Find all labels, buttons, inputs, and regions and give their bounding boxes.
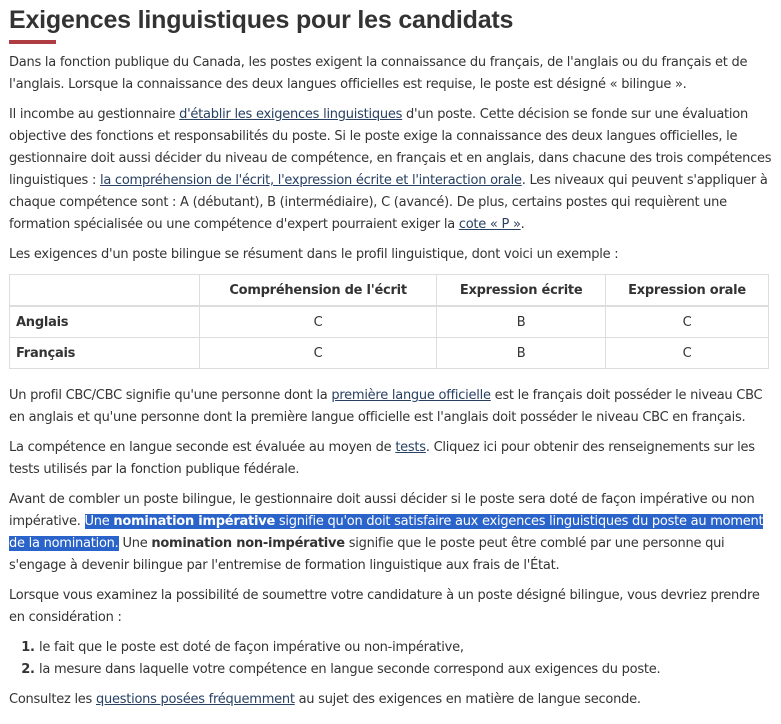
list-item: 1. le fait que le poste est doté de façon impérative ou non-impérative, (39, 637, 772, 659)
text: Avant de combler un poste bilingue, le gestionnaire doit aussi décider si le poste sera doté de façon impérative ou non impérative. (9, 492, 755, 529)
nomination-paragraph (9, 489, 772, 577)
table-header-expression-ecrite: Expression écrite (437, 275, 606, 307)
considerations-list (9, 637, 772, 681)
text: Il incombe au gestionnaire (9, 107, 180, 122)
text: Une (118, 536, 152, 551)
row-label-francais: Français (10, 338, 200, 369)
text: . Cliquez ici pour obtenir des renseignements sur les tests utilisés par la fonction publique fédérale. (9, 440, 755, 477)
manager-paragraph (9, 104, 772, 236)
bold-term-nomination-non-imperative: nomination non-impérative (151, 536, 345, 551)
table-cell: B (437, 306, 606, 338)
table-header-comprehension: Compréhension de l'écrit (200, 275, 437, 307)
table-cell: B (437, 338, 606, 369)
table-header-empty (10, 275, 200, 307)
list-item: 2. la mesure dans laquelle votre compétence en langue seconde correspond aux exigences du poste. (39, 659, 772, 681)
table-row (10, 306, 769, 338)
row-label-anglais: Anglais (10, 306, 200, 338)
text: signifie que le poste peut être comblé par une personne qui s'engage à devenir bilingue par l'entremise de formation linguistique aux frais de l'État. (9, 536, 725, 573)
language-profile-table (9, 274, 769, 369)
cbc-profile-paragraph (9, 385, 772, 429)
page-title: Exigences linguistiques pour les candidats (9, 6, 514, 34)
text: est le français doit posséder le niveau CBC en anglais et qu'une personne dont la première langue officielle est l'anglais doit posséder le niveau CBC en français. (9, 388, 763, 425)
text: La compétence en langue seconde est évaluée au moyen de (9, 440, 396, 455)
text: Un profil CBC/CBC signifie qu'une personne dont la (9, 388, 332, 403)
text: Consultez les (9, 692, 96, 707)
link-cote-p[interactable]: cote « P » (458, 217, 521, 232)
bold-term-nomination-imperative: nomination impérative (113, 514, 276, 529)
text: d'un poste. Cette décision se fonde sur une évaluation objective des fonctions et responsabilités du poste. Si le poste exige la connaissance des deux langues officielles, le gestionnaire doit aussi décider du niveau de compétence, en français et en anglais, dans chacune des trois compétences linguistiques : (9, 107, 772, 188)
table-row (10, 338, 769, 369)
table-cell: C (606, 338, 769, 369)
table-cell: C (200, 306, 437, 338)
link-questions-frequentes[interactable]: questions posées fréquemment (95, 692, 295, 707)
link-tests[interactable]: tests (395, 440, 426, 455)
link-etablir-exigences[interactable]: d'établir les exigences linguistiques (179, 107, 403, 122)
faq-paragraph (9, 689, 772, 711)
text: au sujet des exigences en matière de langue seconde. (294, 692, 641, 707)
tests-paragraph (9, 437, 772, 481)
text: . Les niveaux qui peuvent s'appliquer à chaque compétence sont : A (débutant), B (intermédiaire), C (avancé). De plus, certains postes qui requièrent une formation spécialisée ou une compétence d'expert pourraient exiger la (9, 173, 768, 232)
link-competences-linguistiques[interactable]: la compréhension de l'écrit, l'expression écrite et l'interaction orale (99, 173, 522, 188)
title-underline (9, 40, 56, 44)
text: . (520, 217, 525, 232)
text: Une (84, 514, 114, 529)
table-cell: C (200, 338, 437, 369)
profile-intro-paragraph: Les exigences d'un poste bilingue se résument dans le profil linguistique, dont voici un exemple : (9, 247, 619, 262)
table-cell: C (606, 306, 769, 338)
link-premiere-langue-officielle[interactable]: première langue officielle (331, 388, 491, 403)
table-header-row (10, 275, 769, 307)
text: signifie qu'on doit satisfaire aux exigences linguistiques du poste au moment de la nomination. (9, 514, 764, 551)
table-header-expression-orale: Expression orale (606, 275, 769, 307)
consideration-paragraph: Lorsque vous examinez la possibilité de soumettre votre candidature à un poste désigné bilingue, vous devriez prendre en considération : (9, 588, 760, 625)
intro-paragraph: Dans la fonction publique du Canada, les postes exigent la connaissance du français, de l'anglais ou du français et de l'anglais. Lorsque la connaissance des deux langues officielles est requise, le poste est désigné « bilingue ». (9, 55, 748, 92)
